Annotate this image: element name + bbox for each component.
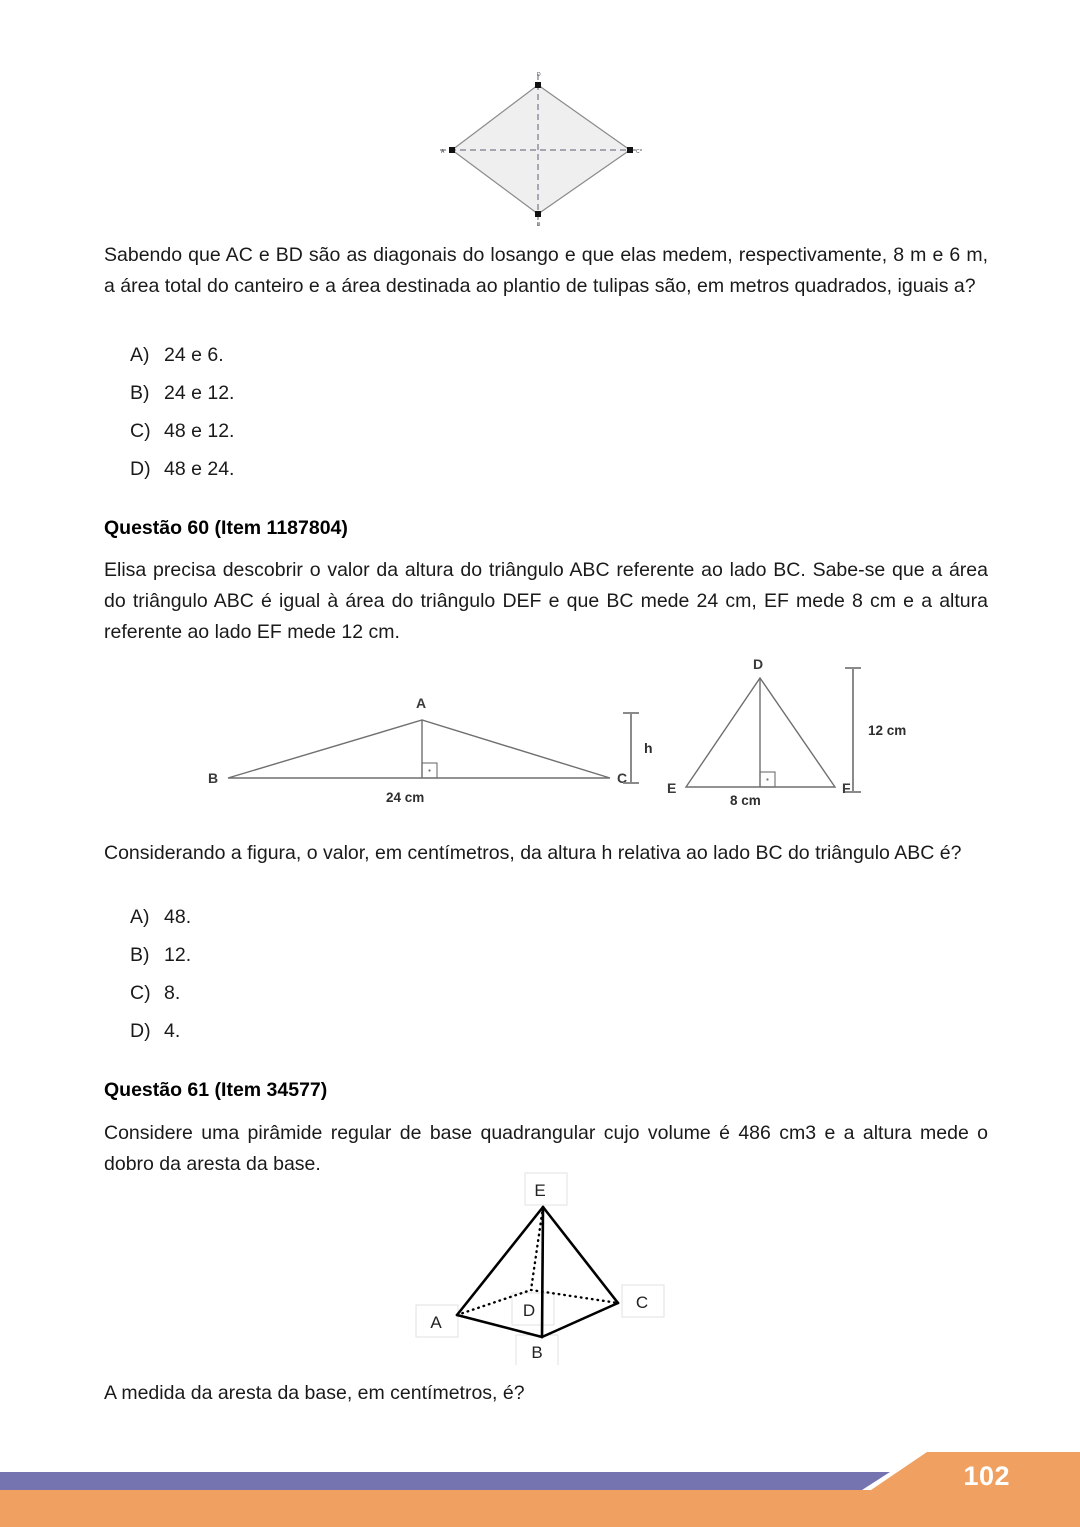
option-d[interactable] bbox=[130, 450, 830, 488]
triangulo-abc-shape bbox=[228, 720, 610, 778]
losango-label-d: D bbox=[537, 72, 541, 78]
option-a[interactable] bbox=[130, 336, 830, 374]
option-d-text: 48 e 24. bbox=[164, 458, 235, 480]
option-a-label: A) bbox=[130, 344, 150, 366]
label-e: E bbox=[667, 780, 677, 796]
piramide-label-c: C bbox=[635, 1293, 649, 1312]
q60-option-a-label: A) bbox=[130, 906, 150, 928]
losango-label-c: C bbox=[636, 149, 640, 155]
label-f: F bbox=[842, 780, 851, 796]
vertex-marker-b bbox=[535, 211, 541, 217]
label-a: A bbox=[416, 695, 427, 711]
option-b-label: B) bbox=[130, 382, 150, 404]
label-d: D bbox=[753, 656, 764, 672]
right-angle-dot-def bbox=[766, 778, 768, 780]
question-61-prompt: A medida da aresta da base, em centímetros, é? bbox=[104, 1382, 525, 1404]
right-angle-dot-abc bbox=[428, 769, 430, 771]
base-label-8cm: 8 cm bbox=[730, 793, 761, 808]
page-footer bbox=[0, 1437, 1080, 1527]
q60-option-b-label: B) bbox=[130, 944, 150, 966]
height-label-h: h bbox=[644, 740, 653, 756]
option-b-text: 24 e 12. bbox=[164, 382, 235, 404]
triangulo-def-group bbox=[667, 656, 906, 808]
losango-label-b: B bbox=[537, 222, 541, 228]
question-59-options bbox=[130, 336, 830, 488]
edge-ec bbox=[543, 1207, 618, 1303]
option-a-text: 24 e 6. bbox=[164, 344, 224, 366]
q60-option-c-label: C) bbox=[130, 982, 151, 1004]
figure-losango bbox=[420, 62, 670, 232]
q60-option-b-text: 12. bbox=[164, 944, 192, 966]
piramide-label-d: D bbox=[522, 1301, 536, 1320]
option-c[interactable] bbox=[130, 412, 830, 450]
page-number: 102 bbox=[963, 1461, 1010, 1491]
q60-option-d[interactable] bbox=[130, 1012, 830, 1050]
option-c-text: 48 e 12. bbox=[164, 420, 235, 442]
question-59-statement: Sabendo que AC e BD são as diagonais do losango e que elas medem, respectivamente, 8 m e 6 m, a área total do canteiro e a área destinada ao plantio de tulipas são, em metros quadrados, iguais a? bbox=[104, 244, 988, 297]
option-c-label: C) bbox=[130, 420, 151, 442]
question-60-statement: Elisa precisa descobrir o valor da altura do triângulo ABC referente ao lado BC. Sabe-se que a área do triângulo ABC é igual à área do triângulo DEF e que BC mede 24 cm, EF mede 8 cm e a altura referente ao lado EF mede 12 cm. bbox=[104, 559, 988, 643]
label-box-e bbox=[525, 1173, 567, 1205]
option-d-label: D) bbox=[130, 458, 151, 480]
height-label-12cm: 12 cm bbox=[868, 723, 907, 738]
losango-label-a: A bbox=[441, 149, 445, 155]
option-b[interactable] bbox=[130, 374, 830, 412]
question-60-prompt: Considerando a figura, o valor, em centímetros, da altura h relativa ao lado BC do triângulo ABC é? bbox=[104, 842, 962, 864]
piramide-label-e: E bbox=[534, 1181, 546, 1200]
q60-option-a[interactable] bbox=[130, 898, 830, 936]
q60-option-c-text: 8. bbox=[164, 982, 181, 1004]
vertex-marker-c bbox=[627, 147, 633, 153]
piramide-label-b: B bbox=[531, 1343, 543, 1362]
footer-orange-band bbox=[0, 1490, 1080, 1527]
q60-option-d-label: D) bbox=[130, 1020, 151, 1042]
question-61-statement: Considere uma pirâmide regular de base quadrangular cujo volume é 486 cm3 e a altura mede o dobro da aresta da base. bbox=[104, 1122, 988, 1175]
vertex-marker-d bbox=[535, 82, 541, 88]
q60-option-c[interactable] bbox=[130, 974, 830, 1012]
label-c: C bbox=[617, 770, 628, 786]
axis-height bbox=[542, 1207, 543, 1337]
footer-purple-band bbox=[0, 1472, 890, 1490]
q60-option-a-text: 48. bbox=[164, 906, 192, 928]
question-61-heading: Questão 61 (Item 34577) bbox=[104, 1079, 328, 1101]
figure-triangulos bbox=[190, 650, 910, 820]
q60-option-d-text: 4. bbox=[164, 1020, 181, 1042]
question-60-options bbox=[130, 898, 830, 1050]
q60-option-b[interactable] bbox=[130, 936, 830, 974]
triangulo-abc-group bbox=[208, 695, 653, 805]
figure-piramide bbox=[400, 1165, 690, 1365]
vertex-marker-a bbox=[449, 147, 455, 153]
label-b: B bbox=[208, 770, 219, 786]
question-60-heading: Questão 60 (Item 1187804) bbox=[104, 517, 348, 539]
base-label-24cm: 24 cm bbox=[386, 790, 425, 805]
piramide-label-a: A bbox=[430, 1313, 442, 1332]
